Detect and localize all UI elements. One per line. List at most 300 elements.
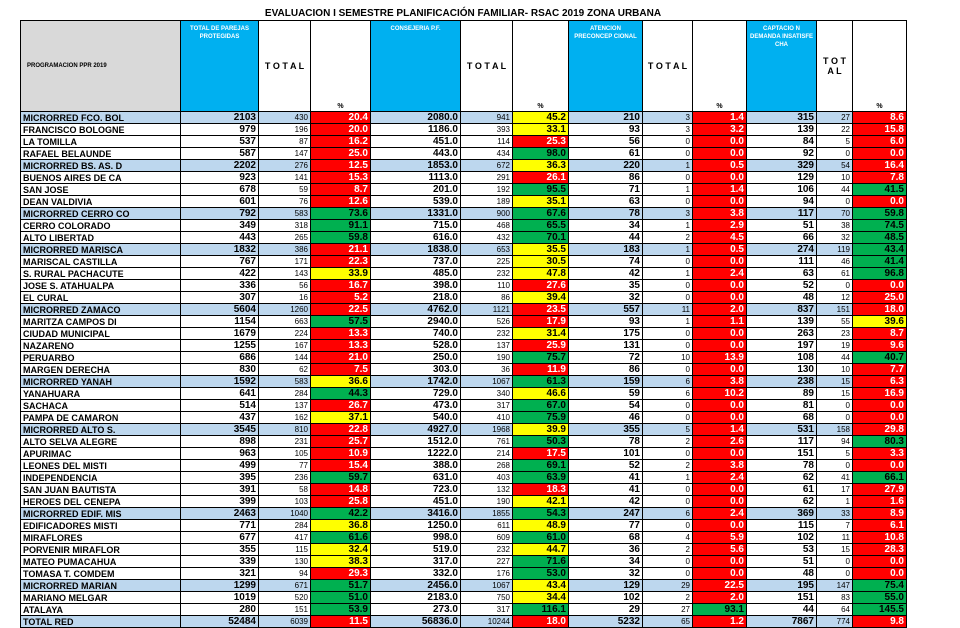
row-name: CIUDAD MUNICIPAL [21, 328, 181, 340]
consejeria-programado: 2080.0 [371, 112, 461, 124]
parejas-percent: 13.3 [311, 340, 371, 352]
parejas-programado: 443 [181, 232, 259, 244]
consejeria-programado: 398.0 [371, 280, 461, 292]
captacion-percent: 0.0 [853, 460, 907, 472]
captacion-programado: 106 [747, 184, 817, 196]
table-row [21, 220, 907, 232]
consejeria-programado: 2456.0 [371, 580, 461, 592]
row-name: ALTO SELVA ALEGRE [21, 436, 181, 448]
captacion-total: 54 [817, 160, 853, 172]
atencion-percent: 2.9 [693, 220, 747, 232]
captacion-programado: 51 [747, 556, 817, 568]
atencion-total: 10 [643, 352, 693, 364]
consejeria-programado: 729.0 [371, 388, 461, 400]
captacion-programado: 130 [747, 364, 817, 376]
captacion-total: 41 [817, 472, 853, 484]
consejeria-percent: 61.3 [513, 376, 569, 388]
atencion-programado: 34 [569, 220, 643, 232]
captacion-programado: 837 [747, 304, 817, 316]
row-name: HEROES DEL CENEPA [21, 496, 181, 508]
captacion-percent: 0.0 [853, 568, 907, 580]
consejeria-programado: 473.0 [371, 400, 461, 412]
consejeria-programado: 631.0 [371, 472, 461, 484]
parejas-programado: 1679 [181, 328, 259, 340]
consejeria-percent: 116.1 [513, 604, 569, 616]
captacion-programado: 92 [747, 148, 817, 160]
parejas-total: 141 [259, 172, 311, 184]
header-percent: % [853, 21, 907, 112]
captacion-programado: 263 [747, 328, 817, 340]
consejeria-programado: 4927.0 [371, 424, 461, 436]
consejeria-percent: 33.1 [513, 124, 569, 136]
table-row [21, 340, 907, 352]
parejas-percent: 15.3 [311, 172, 371, 184]
captacion-programado: 94 [747, 196, 817, 208]
microrred-row [21, 244, 907, 256]
atencion-total: 5 [643, 424, 693, 436]
row-name: APURIMAC [21, 448, 181, 460]
consejeria-percent: 30.5 [513, 256, 569, 268]
atencion-percent: 0.0 [693, 328, 747, 340]
captacion-percent: 66.1 [853, 472, 907, 484]
row-name: MICRORRED CERRO CO [21, 208, 181, 220]
table-row [21, 388, 907, 400]
parejas-total: 583 [259, 376, 311, 388]
consejeria-programado: 1113.0 [371, 172, 461, 184]
table-row [21, 556, 907, 568]
atencion-total: 2 [643, 232, 693, 244]
parejas-total: 171 [259, 256, 311, 268]
parejas-total: 417 [259, 532, 311, 544]
captacion-total: 17 [817, 484, 853, 496]
captacion-programado: 139 [747, 124, 817, 136]
atencion-programado: 32 [569, 568, 643, 580]
parejas-programado: 2202 [181, 160, 259, 172]
row-name: MICRORRED MARISCA [21, 244, 181, 256]
captacion-total: 0 [817, 556, 853, 568]
consejeria-programado: 443.0 [371, 148, 461, 160]
captacion-programado: 51 [747, 220, 817, 232]
parejas-programado: 336 [181, 280, 259, 292]
consejeria-total: 750 [461, 592, 513, 604]
captacion-total: 12 [817, 292, 853, 304]
parejas-percent: 33.9 [311, 268, 371, 280]
atencion-programado: 34 [569, 556, 643, 568]
atencion-total: 1 [643, 244, 693, 256]
atencion-percent: 1.4 [693, 112, 747, 124]
header-consejeria: CONSEJERIA P.F. [371, 21, 461, 112]
parejas-programado: 437 [181, 412, 259, 424]
consejeria-programado: 1186.0 [371, 124, 461, 136]
consejeria-total: 190 [461, 352, 513, 364]
parejas-percent: 61.6 [311, 532, 371, 544]
atencion-total: 1 [643, 160, 693, 172]
row-name: MATEO PUMACAHUA [21, 556, 181, 568]
parejas-programado: 349 [181, 220, 259, 232]
consejeria-total: 132 [461, 484, 513, 496]
atencion-percent: 2.4 [693, 508, 747, 520]
table-row [21, 292, 907, 304]
parejas-programado: 898 [181, 436, 259, 448]
captacion-programado: 197 [747, 340, 817, 352]
parejas-percent: 37.1 [311, 412, 371, 424]
captacion-programado: 151 [747, 592, 817, 604]
captacion-percent: 74.5 [853, 220, 907, 232]
microrred-row [21, 304, 907, 316]
header-programacion: PROGRAMACION PPR 2019 [21, 21, 181, 112]
atencion-percent: 0.0 [693, 280, 747, 292]
captacion-percent: 80.3 [853, 436, 907, 448]
parejas-total: 59 [259, 184, 311, 196]
parejas-programado: 3545 [181, 424, 259, 436]
row-name: LEONES DEL MISTI [21, 460, 181, 472]
captacion-total: 70 [817, 208, 853, 220]
atencion-percent: 0.0 [693, 172, 747, 184]
consejeria-programado: 4762.0 [371, 304, 461, 316]
parejas-total: 143 [259, 268, 311, 280]
parejas-total: 103 [259, 496, 311, 508]
table-row [21, 496, 907, 508]
consejeria-programado: 3416.0 [371, 508, 461, 520]
consejeria-percent: 48.9 [513, 520, 569, 532]
parejas-total: 151 [259, 604, 311, 616]
parejas-total: 265 [259, 232, 311, 244]
consejeria-percent: 25.9 [513, 340, 569, 352]
atencion-total: 6 [643, 388, 693, 400]
captacion-programado: 151 [747, 448, 817, 460]
parejas-percent: 36.8 [311, 520, 371, 532]
evaluation-table [20, 20, 907, 628]
consejeria-total: 86 [461, 292, 513, 304]
parejas-total: 147 [259, 148, 311, 160]
atencion-total: 0 [643, 556, 693, 568]
atencion-percent: 3.8 [693, 460, 747, 472]
consejeria-percent: 67.6 [513, 208, 569, 220]
table-row [21, 352, 907, 364]
table-row [21, 196, 907, 208]
consejeria-total: 176 [461, 568, 513, 580]
captacion-percent: 48.5 [853, 232, 907, 244]
consejeria-programado: 485.0 [371, 268, 461, 280]
parejas-percent: 21.1 [311, 244, 371, 256]
atencion-total: 0 [643, 568, 693, 580]
atencion-total: 1 [643, 220, 693, 232]
consejeria-programado: 2940.0 [371, 316, 461, 328]
row-name: MICRORRED MARIAN [21, 580, 181, 592]
parejas-programado: 1154 [181, 316, 259, 328]
table-row [21, 172, 907, 184]
atencion-percent: 0.0 [693, 520, 747, 532]
consejeria-percent: 31.4 [513, 328, 569, 340]
row-name: RAFAEL BELAUNDE [21, 148, 181, 160]
captacion-total: 0 [817, 400, 853, 412]
captacion-programado: 66 [747, 232, 817, 244]
captacion-programado: 48 [747, 292, 817, 304]
consejeria-percent: 75.7 [513, 352, 569, 364]
atencion-total: 0 [643, 196, 693, 208]
captacion-programado: 117 [747, 436, 817, 448]
atencion-total: 0 [643, 484, 693, 496]
consejeria-programado: 451.0 [371, 496, 461, 508]
atencion-programado: 86 [569, 172, 643, 184]
atencion-total: 11 [643, 304, 693, 316]
consejeria-percent: 35.5 [513, 244, 569, 256]
atencion-programado: 129 [569, 580, 643, 592]
parejas-percent: 38.3 [311, 556, 371, 568]
row-name: TOTAL RED [21, 616, 181, 628]
parejas-total: 284 [259, 388, 311, 400]
atencion-percent: 22.5 [693, 580, 747, 592]
atencion-percent: 0.5 [693, 244, 747, 256]
captacion-total: 15 [817, 376, 853, 388]
captacion-total: 15 [817, 544, 853, 556]
parejas-percent: 22.8 [311, 424, 371, 436]
captacion-percent: 41.4 [853, 256, 907, 268]
captacion-total: 774 [817, 616, 853, 628]
row-name: PORVENIR MIRAFLOR [21, 544, 181, 556]
consejeria-programado: 539.0 [371, 196, 461, 208]
captacion-programado: 139 [747, 316, 817, 328]
captacion-programado: 52 [747, 280, 817, 292]
captacion-percent: 1.6 [853, 496, 907, 508]
parejas-percent: 42.2 [311, 508, 371, 520]
row-name: MICRORRED ALTO S. [21, 424, 181, 436]
page-title: EVALUACION I SEMESTRE PLANIFICACIÓN FAMILIAR- RSAC 2019 ZONA URBANA [264, 8, 662, 19]
captacion-total: 0 [817, 280, 853, 292]
atencion-total: 2 [643, 592, 693, 604]
atencion-percent: 0.0 [693, 256, 747, 268]
consejeria-total: 114 [461, 136, 513, 148]
atencion-percent: 2.4 [693, 472, 747, 484]
atencion-total: 0 [643, 328, 693, 340]
consejeria-programado: 317.0 [371, 556, 461, 568]
captacion-total: 38 [817, 220, 853, 232]
table-row [21, 364, 907, 376]
atencion-total: 0 [643, 256, 693, 268]
atencion-programado: 86 [569, 364, 643, 376]
atencion-programado: 159 [569, 376, 643, 388]
consejeria-programado: 451.0 [371, 136, 461, 148]
consejeria-total: 227 [461, 556, 513, 568]
captacion-programado: 7867 [747, 616, 817, 628]
table-row [21, 472, 907, 484]
parejas-programado: 280 [181, 604, 259, 616]
consejeria-percent: 65.5 [513, 220, 569, 232]
parejas-percent: 59.8 [311, 232, 371, 244]
atencion-programado: 71 [569, 184, 643, 196]
parejas-programado: 587 [181, 148, 259, 160]
parejas-total: 236 [259, 472, 311, 484]
atencion-programado: 32 [569, 292, 643, 304]
atencion-total: 4 [643, 532, 693, 544]
atencion-percent: 0.0 [693, 136, 747, 148]
consejeria-programado: 540.0 [371, 412, 461, 424]
parejas-programado: 391 [181, 484, 259, 496]
parejas-total: 276 [259, 160, 311, 172]
consejeria-total: 1121 [461, 304, 513, 316]
header-percent: % [513, 21, 569, 112]
parejas-programado: 1299 [181, 580, 259, 592]
row-name: DEAN VALDIVIA [21, 196, 181, 208]
row-name: SAN JOSE [21, 184, 181, 196]
total-row [21, 616, 907, 628]
parejas-programado: 52484 [181, 616, 259, 628]
consejeria-total: 609 [461, 532, 513, 544]
table-row [21, 184, 907, 196]
atencion-total: 2 [643, 460, 693, 472]
consejeria-total: 268 [461, 460, 513, 472]
table-row [21, 460, 907, 472]
parejas-percent: 12.6 [311, 196, 371, 208]
consejeria-total: 526 [461, 316, 513, 328]
captacion-total: 22 [817, 124, 853, 136]
captacion-percent: 6.0 [853, 136, 907, 148]
atencion-percent: 93.1 [693, 604, 747, 616]
row-name: EL CURAL [21, 292, 181, 304]
parejas-programado: 5604 [181, 304, 259, 316]
atencion-programado: 78 [569, 436, 643, 448]
atencion-total: 3 [643, 124, 693, 136]
captacion-percent: 6.3 [853, 376, 907, 388]
consejeria-percent: 43.4 [513, 580, 569, 592]
atencion-total: 1 [643, 472, 693, 484]
table-row [21, 280, 907, 292]
atencion-programado: 36 [569, 544, 643, 556]
captacion-programado: 129 [747, 172, 817, 184]
parejas-programado: 1832 [181, 244, 259, 256]
atencion-programado: 5232 [569, 616, 643, 628]
captacion-percent: 16.4 [853, 160, 907, 172]
atencion-percent: 0.0 [693, 496, 747, 508]
atencion-programado: 41 [569, 484, 643, 496]
captacion-total: 55 [817, 316, 853, 328]
consejeria-total: 1855 [461, 508, 513, 520]
row-name: MARITZA CAMPOS DI [21, 316, 181, 328]
consejeria-total: 672 [461, 160, 513, 172]
consejeria-percent: 27.6 [513, 280, 569, 292]
atencion-programado: 78 [569, 208, 643, 220]
parejas-programado: 767 [181, 256, 259, 268]
captacion-percent: 9.6 [853, 340, 907, 352]
captacion-total: 7 [817, 520, 853, 532]
table-row [21, 484, 907, 496]
atencion-total: 0 [643, 520, 693, 532]
atencion-percent: 0.0 [693, 484, 747, 496]
captacion-total: 10 [817, 364, 853, 376]
captacion-programado: 102 [747, 532, 817, 544]
parejas-percent: 51.0 [311, 592, 371, 604]
table-row [21, 532, 907, 544]
parejas-total: 115 [259, 544, 311, 556]
atencion-total: 27 [643, 604, 693, 616]
parejas-programado: 2463 [181, 508, 259, 520]
consejeria-programado: 1742.0 [371, 376, 461, 388]
consejeria-percent: 69.1 [513, 460, 569, 472]
captacion-percent: 0.0 [853, 196, 907, 208]
captacion-percent: 0.0 [853, 400, 907, 412]
atencion-percent: 0.0 [693, 196, 747, 208]
consejeria-total: 317 [461, 400, 513, 412]
captacion-programado: 315 [747, 112, 817, 124]
atencion-programado: 61 [569, 148, 643, 160]
parejas-programado: 537 [181, 136, 259, 148]
captacion-percent: 8.6 [853, 112, 907, 124]
consejeria-percent: 36.3 [513, 160, 569, 172]
atencion-programado: 101 [569, 448, 643, 460]
captacion-total: 0 [817, 460, 853, 472]
header-atencion: ATENCION PRECONCEP CIONAL [569, 21, 643, 112]
captacion-total: 23 [817, 328, 853, 340]
consejeria-percent: 44.7 [513, 544, 569, 556]
consejeria-percent: 39.9 [513, 424, 569, 436]
table-row [21, 592, 907, 604]
atencion-percent: 1.4 [693, 424, 747, 436]
parejas-total: 16 [259, 292, 311, 304]
parejas-percent: 10.9 [311, 448, 371, 460]
row-name: MICRORRED ZAMACO [21, 304, 181, 316]
parejas-total: 76 [259, 196, 311, 208]
captacion-total: 94 [817, 436, 853, 448]
captacion-total: 33 [817, 508, 853, 520]
atencion-percent: 13.9 [693, 352, 747, 364]
row-name: SACHACA [21, 400, 181, 412]
parejas-total: 810 [259, 424, 311, 436]
atencion-percent: 0.0 [693, 292, 747, 304]
atencion-percent: 0.0 [693, 412, 747, 424]
captacion-total: 11 [817, 532, 853, 544]
consejeria-programado: 1250.0 [371, 520, 461, 532]
parejas-total: 520 [259, 592, 311, 604]
captacion-programado: 48 [747, 568, 817, 580]
atencion-programado: 247 [569, 508, 643, 520]
row-name: MARISCAL CASTILLA [21, 256, 181, 268]
parejas-percent: 13.3 [311, 328, 371, 340]
parejas-percent: 57.5 [311, 316, 371, 328]
parejas-percent: 5.2 [311, 292, 371, 304]
atencion-programado: 59 [569, 388, 643, 400]
captacion-percent: 7.7 [853, 364, 907, 376]
atencion-percent: 3.2 [693, 124, 747, 136]
atencion-total: 0 [643, 364, 693, 376]
atencion-total: 1 [643, 316, 693, 328]
parejas-total: 167 [259, 340, 311, 352]
atencion-percent: 2.0 [693, 592, 747, 604]
atencion-programado: 72 [569, 352, 643, 364]
parejas-percent: 25.8 [311, 496, 371, 508]
microrred-row [21, 112, 907, 124]
captacion-programado: 78 [747, 460, 817, 472]
parejas-total: 105 [259, 448, 311, 460]
consejeria-total: 110 [461, 280, 513, 292]
parejas-total: 430 [259, 112, 311, 124]
parejas-total: 130 [259, 556, 311, 568]
consejeria-programado: 1838.0 [371, 244, 461, 256]
parejas-percent: 44.3 [311, 388, 371, 400]
table-row [21, 544, 907, 556]
parejas-total: 77 [259, 460, 311, 472]
row-name: ALTO LIBERTAD [21, 232, 181, 244]
captacion-total: 83 [817, 592, 853, 604]
atencion-programado: 355 [569, 424, 643, 436]
atencion-percent: 0.0 [693, 364, 747, 376]
captacion-percent: 0.0 [853, 412, 907, 424]
row-name: CERRO COLORADO [21, 220, 181, 232]
parejas-programado: 399 [181, 496, 259, 508]
atencion-programado: 220 [569, 160, 643, 172]
row-name: LA TOMILLA [21, 136, 181, 148]
consejeria-total: 1067 [461, 376, 513, 388]
consejeria-total: 1067 [461, 580, 513, 592]
